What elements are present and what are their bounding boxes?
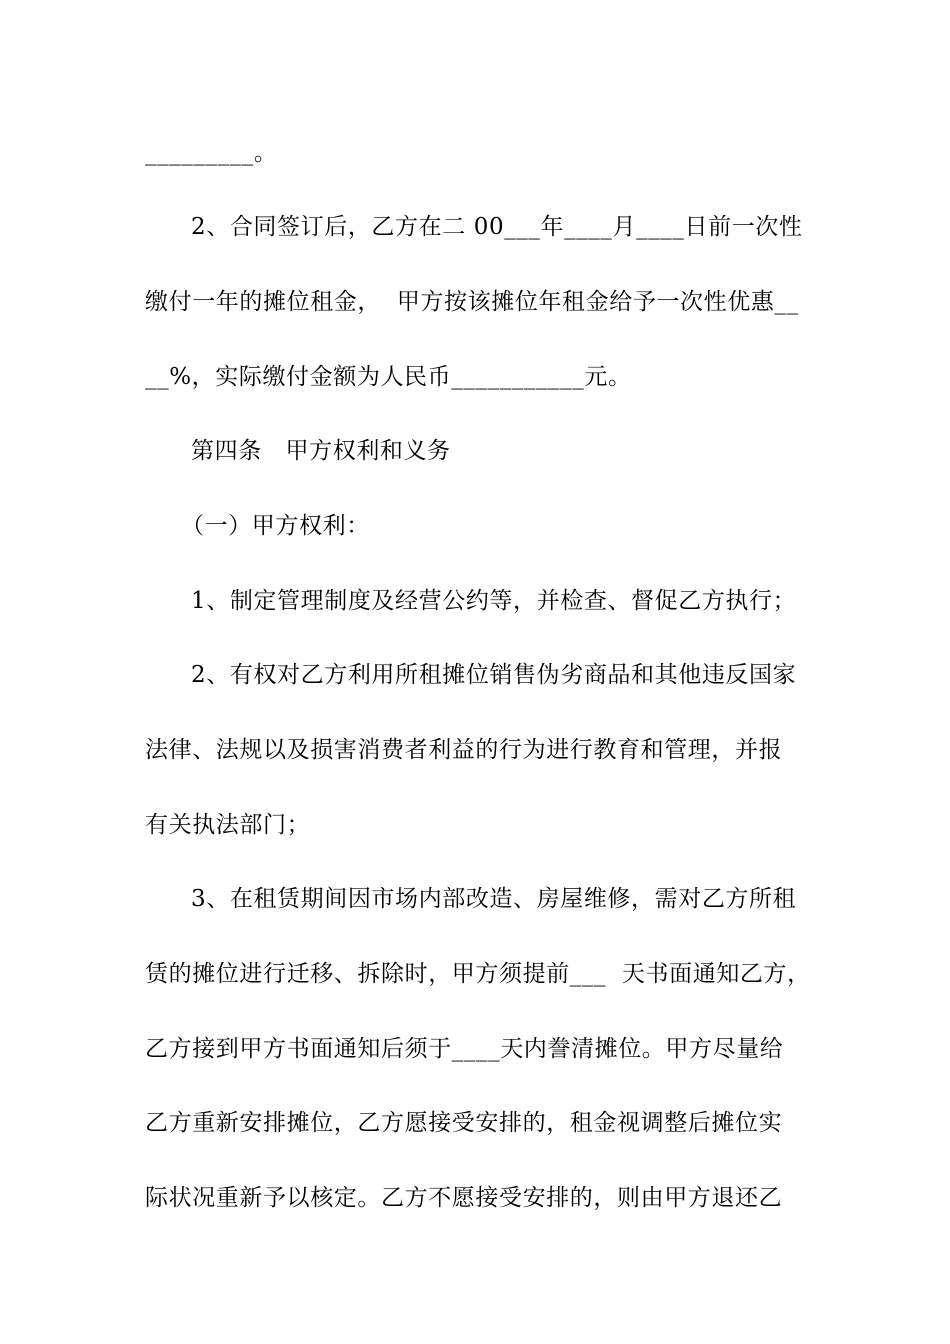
text-line: 乙方接到甲方书面通知后须于____天内誊清摊位。甲方尽量给: [145, 1036, 784, 1062]
text-line: 3、在租赁期间因市场内部改造、房屋维修，需对乙方所租: [191, 886, 797, 912]
text-line: _________。: [145, 140, 278, 166]
text-line: 法律、法规以及损害消费者利益的行为进行教育和管理，并报: [145, 737, 783, 763]
text-line: 缴付一年的摊位租金， 甲方按该摊位年租金给予一次性优惠__: [145, 289, 799, 315]
subsection-heading: （一）甲方权利：: [181, 513, 370, 539]
text-line: 有关执法部门；: [145, 812, 311, 838]
text-line: 2、合同签订后，乙方在二 00___年____月____日前一次性: [191, 214, 803, 240]
text-line: 乙方重新安排摊位，乙方愿接受安排的，租金视调整后摊位实: [145, 1110, 783, 1136]
section-heading: 第四条 甲方权利和义务: [191, 438, 451, 464]
text-line: __%，实际缴付金额为人民币___________元。: [145, 364, 632, 390]
text-line: 赁的摊位进行迁移、拆除时，甲方须提前___ 天书面通知乙方，: [145, 961, 811, 987]
text-line: 2、有权对乙方利用所租摊位销售伪劣商品和其他违反国家: [191, 662, 797, 688]
text-line: 1、制定管理制度及经营公约等，并检查、督促乙方执行；: [191, 588, 797, 614]
text-line: 际状况重新予以核定。乙方不愿接受安排的，则由甲方退还乙: [145, 1185, 783, 1211]
